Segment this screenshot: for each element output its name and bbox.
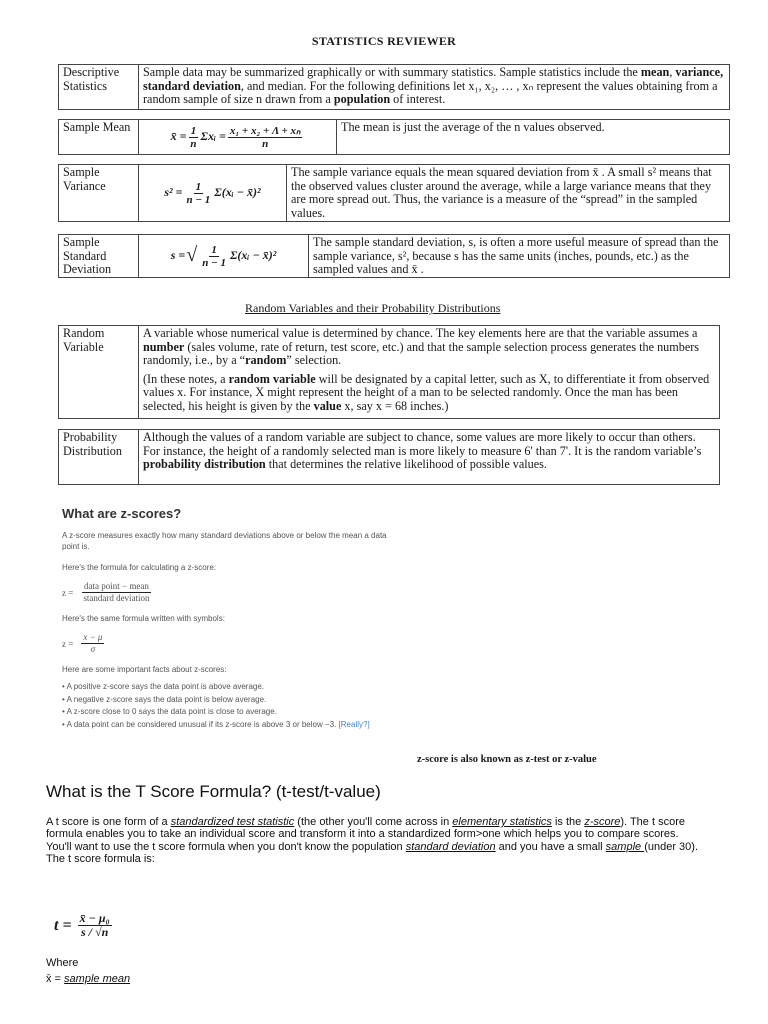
list-item: • A data point can be considered unusual if its z-score is above 3 or below −3. [Really?] xyxy=(62,719,402,732)
sample-variance-term: Sample Variance xyxy=(59,165,139,221)
zscore-intro: A z-score measures exactly how many standard deviations above or below the mean a data point is. xyxy=(62,531,387,551)
descriptive-statistics-box xyxy=(58,64,730,110)
really-link[interactable]: [Really?] xyxy=(338,719,370,729)
list-item: • A positive z-score says the data point is above average. xyxy=(62,681,402,694)
zscore-symbols-label: Here's the same formula written with symbols: xyxy=(62,614,225,623)
tscore-heading: What is the T Score Formula? (t-test/t-value) xyxy=(46,782,381,801)
zscore-block xyxy=(62,506,402,731)
sample-variance-text: The sample variance equals the mean squared deviation from x̄ . A small s² means that the observed values cluster around the average, while a large variance means that they are more spread out. Thus, the variance is a measure of the “spread” in the sampled values. xyxy=(291,165,712,220)
sample-sd-text: The sample standard deviation, s, is often a more useful measure of spread than the sample variance, s², because s has the same units (inches, pounds, etc.) as the sampled values and x̄ . xyxy=(313,235,719,277)
z-score-link[interactable]: z-score xyxy=(584,816,621,828)
random-variable-term: Random Variable xyxy=(59,326,139,418)
sample-mean-term: Sample Mean xyxy=(59,120,139,154)
sample-sd-box xyxy=(58,234,730,278)
list-item: • A negative z-score says the data point is below average. xyxy=(62,694,402,707)
sample-mean-text: The mean is just the average of the n values observed. xyxy=(341,120,605,134)
zscore-formula-symbols: z = $\frac{x - \mu}{\sigma}$ xyxy=(62,632,103,654)
tscore-body: A t score is one form of a standardized test statistic (the other you'll come across in elementary statistics is the z-score). The t score formula enables you to take an individual score and transform it into a standardized form>one which helps you to compare scores. You'll want to use the t score formula when you don't know the population standard deviation and you have a small sample (under 30). The t score formula is: xyxy=(46,816,699,865)
section-title: Random Variables and their Probability Distributions xyxy=(245,301,501,315)
probability-distribution-term: Probability Distribution xyxy=(59,430,139,484)
descriptive-term: Descriptive Statistics xyxy=(59,65,139,109)
sample-variance-formula: s² = $\frac{1}{n - 1}$ Σ(xᵢ − x̄)² xyxy=(139,165,287,221)
sample-sd-formula: s = √ $\frac{1}{n - 1}$ Σ(xᵢ − x̄)² xyxy=(139,235,309,277)
sample-mean-box xyxy=(58,119,730,155)
zscore-formula-label: Here's the formula for calculating a z-score: xyxy=(62,563,217,572)
probability-distribution-box xyxy=(58,429,720,485)
sample-mean-link[interactable]: sample mean xyxy=(64,973,131,985)
descriptive-text: Sample data may be summarized graphically or with summary statistics. Sample statistics include the mean, variance, standard deviation, and median. For the following definitions let x₁, x₂, … , xₙ represent the values obtaining from a random sample of size n drawn from a population of interest. xyxy=(143,65,724,107)
standard-deviation-link[interactable]: standard deviation xyxy=(405,840,496,853)
elementary-statistics-link[interactable]: elementary statistics xyxy=(452,816,552,828)
tscore-formula: t = $\frac{\text{x̄ − μ₀}}{s / √n}$ xyxy=(54,911,110,939)
random-variable-box xyxy=(58,325,720,419)
zscore-facts-list xyxy=(62,681,402,731)
sample-sd-term: Sample Standard Deviation xyxy=(59,235,139,277)
zscore-heading: What are z-scores? xyxy=(62,506,182,521)
sample-link[interactable]: sample xyxy=(605,840,645,853)
tscore-where: Where x̄ = sample mean xyxy=(46,957,131,985)
standardized-test-statistic-link[interactable]: standardized test statistic xyxy=(170,816,295,828)
zscore-facts-label: Here are some important facts about z-scores: xyxy=(62,665,227,674)
list-item: • A z-score close to 0 says the data point is close to average. xyxy=(62,706,402,719)
sample-variance-box xyxy=(58,164,730,222)
probability-distribution-text: Although the values of a random variable are subject to chance, some values are more likely to occur than others. For instance, the height of a randomly selected man is more likely to measure 6' than 7'. It is the random variable’s probability distribution that determines the relative likelihood of possible values. xyxy=(143,430,702,472)
zscore-formula-words: z = $\frac{\text{data point − mean}}{\text{standard deviation}}$ xyxy=(62,581,150,603)
random-variable-text: A variable whose numerical value is determined by chance. The key elements here are that the variable assumes a number (sales volume, rate of return, test score, etc.) and that the sample selection process generates the numbers randomly, i.e., by a “random” selection. (In these notes, a random variable will be designated by a capital letter, such as X, to differentiate it from observed values x. For instance, X might represent the height of a man to be selected randomly. Once the man has been selected, his height is given by the value x, say x = 68 inches.) xyxy=(143,326,710,413)
page-title: STATISTICS REVIEWER xyxy=(311,34,457,48)
zscore-note: z-score is also known as z-test or z-value xyxy=(417,754,597,765)
sample-mean-formula: x̄ = $\frac{1}{n}$ Σxᵢ = $\frac{\text{x₁ + x₂ + Λ + xₙ}}{n}$ xyxy=(139,120,337,154)
